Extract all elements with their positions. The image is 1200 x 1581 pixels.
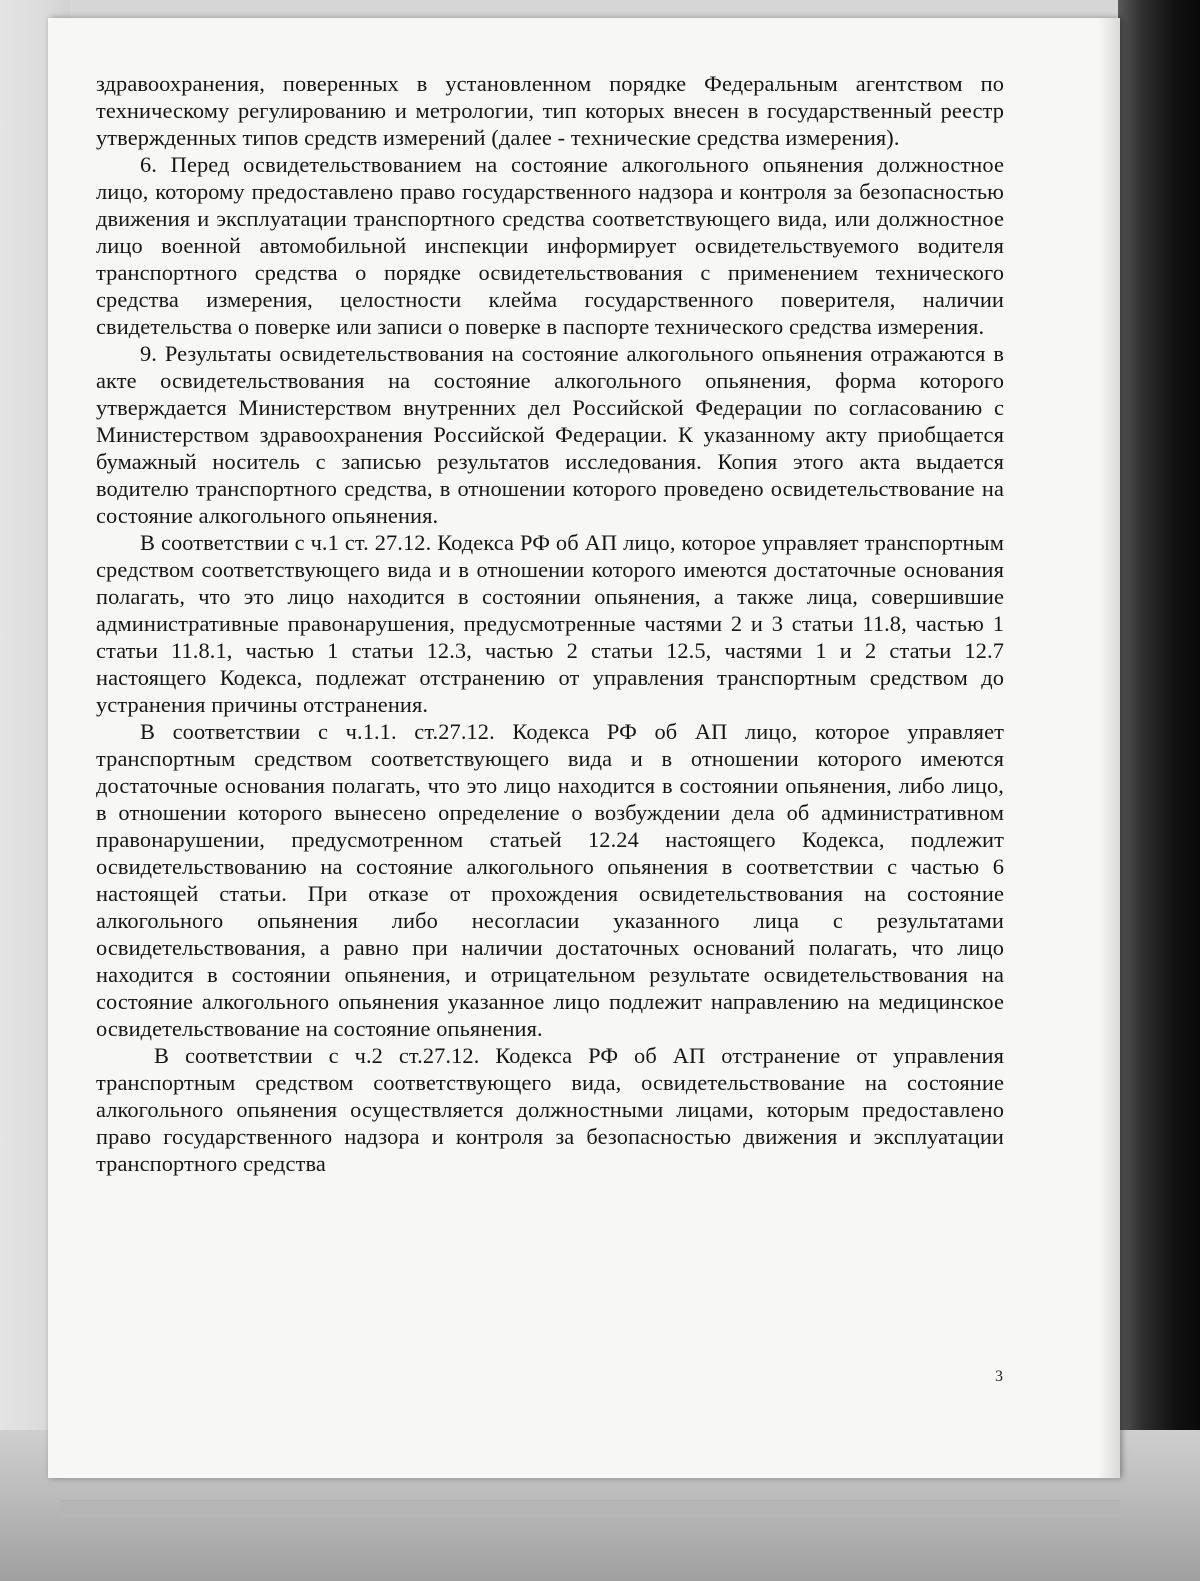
page-number: 3 [995, 1368, 1003, 1385]
page-shadow [1098, 18, 1120, 1478]
paragraph-article-27-12-part-1-1: В соответствии с ч.1.1. ст.27.12. Кодекса РФ об АП лицо, которое управляет транспортным средством соответствующего вида и в отношении которого имеются достаточные основания полагать, что это лицо находится в состоянии опьянения, либо лицо, в отношении которого вынесено определение о возбуждении дела об административном правонарушении, предусмотренном статьей 12.24 настоящего Кодекса, подлежит освидетельствованию на состояние алкогольного опьянения в соответствии с частью 6 настоящей статьи. При отказе от прохождения освидетельствования на состояние алкогольного опьянения либо несогласии указанного лица с результатами освидетельствования, а равно при наличии достаточных оснований полагать, что лицо находится в состоянии опьянения, и отрицательном результате освидетельствования на состояние алкогольного опьянения указанное лицо подлежит направлению на медицинское освидетельствование на состояние опьянения. [96, 719, 1004, 1041]
document-body [96, 70, 1004, 1177]
scan-artifact [60, 1500, 1120, 1519]
paragraph-item-6: 6. Перед освидетельствованием на состояние алкогольного опьянения должностное лицо, которому предоставлено право государственного надзора и контроля за безопасностью движения и эксплуатации транспортного средства соответствующего вида, или должностное лицо военной автомобильной инспекции информирует освидетельствуемого водителя транспортного средства о порядке освидетельствования с применением технического средства измерения, целостности клейма государственного поверителя, наличии свидетельства о поверке или записи о поверке в паспорте технического средства измерения. [96, 152, 1004, 339]
scan-dark-edge [1118, 0, 1200, 1581]
paragraph-article-27-12-part-2: В соответствии с ч.2 ст.27.12. Кодекса РФ об АП отстранение от управления транспортным средством соответствующего вида, освидетельствование на состояние алкогольного опьянения осуществляется должностными лицами, которым предоставлено право государственного надзора и контроля за безопасностью движения и эксплуатации транспортного средства [96, 1043, 1004, 1176]
paragraph-item-9: 9. Результаты освидетельствования на состояние алкогольного опьянения отражаются в акте освидетельствования на состояние алкогольного опьянения, форма которого утверждается Министерством внутренних дел Российской Федерации по согласованию с Министерством здравоохранения Российской Федерации. К указанному акту приобщается бумажный носитель с записью результатов исследования. Копия этого акта выдается водителю транспортного средства, в отношении которого проведено освидетельствование на состояние алкогольного опьянения. [96, 341, 1004, 528]
paragraph-article-27-12-part-1: В соответствии с ч.1 ст. 27.12. Кодекса РФ об АП лицо, которое управляет транспортным средством соответствующего вида и в отношении которого имеются достаточные основания полагать, что это лицо находится в состоянии опьянения, а также лица, совершившие административные правонарушения, предусмотренные частями 2 и 3 статьи 11.8, частью 1 статьи 11.8.1, частью 1 статьи 12.3, частью 2 статьи 12.5, частями 1 и 2 статьи 12.7 настоящего Кодекса, подлежат отстранению от управления транспортным средством до устранения причины отстранения. [96, 530, 1004, 717]
paragraph-continuation: здравоохранения, поверенных в установленном порядке Федеральным агентством по техническому регулированию и метрологии, тип которых внесен в государственный реестр утвержденных типов средств измерений (далее - технические средства измерения). [96, 71, 1004, 150]
